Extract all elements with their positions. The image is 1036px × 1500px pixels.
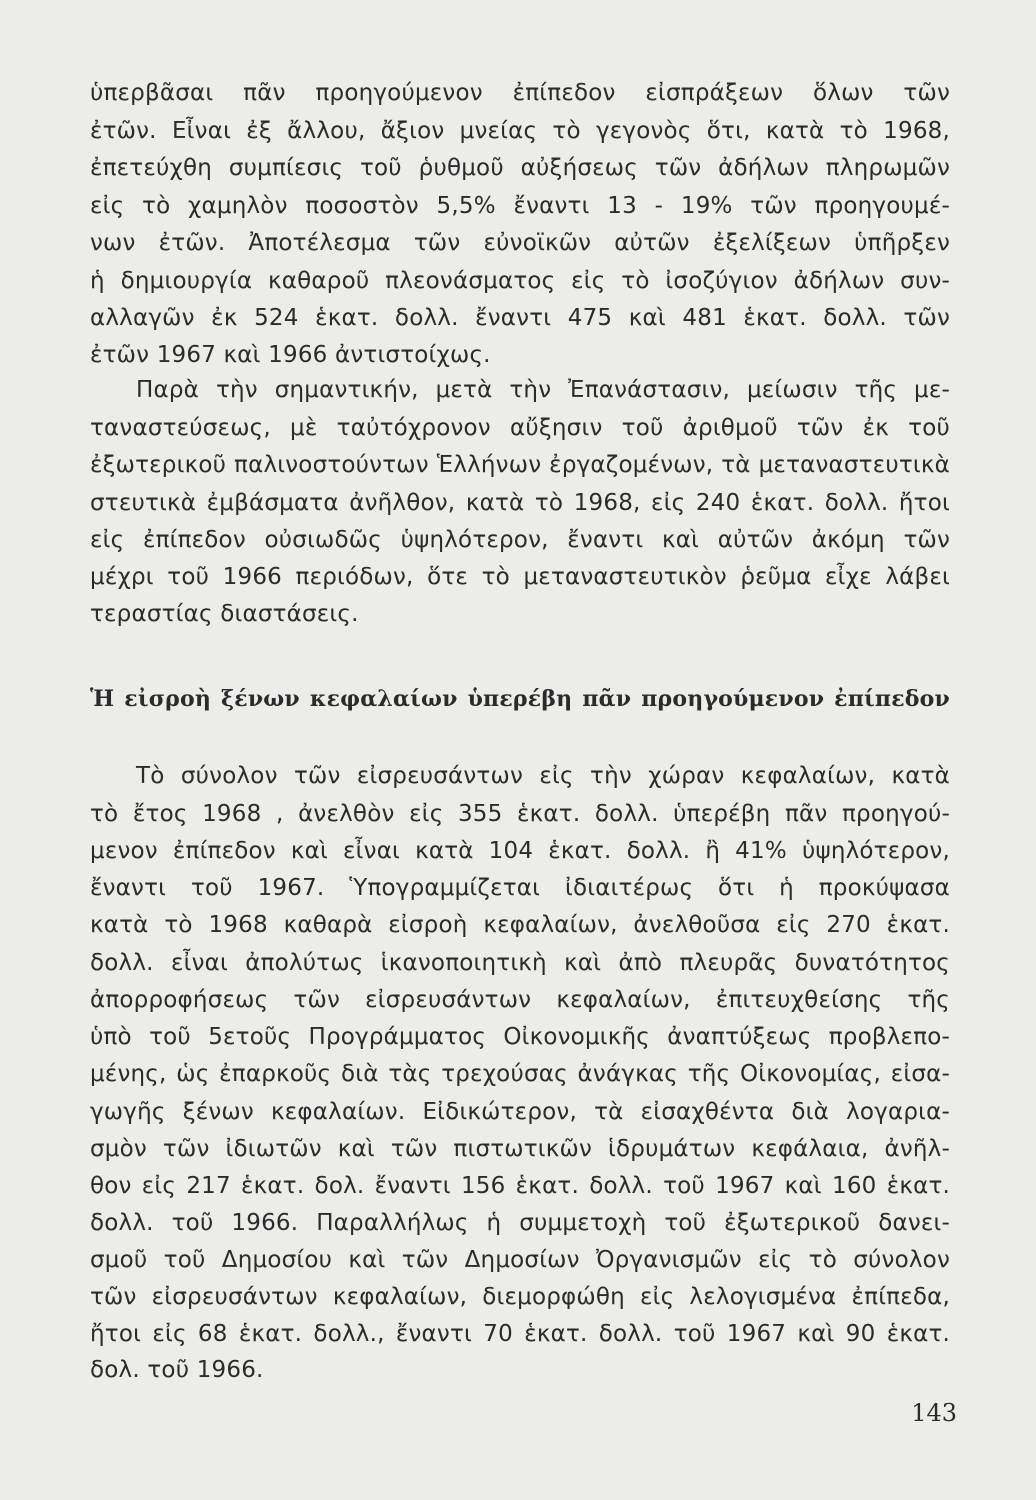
paragraph-line: Παρὰ τὴν σημαντικήν, μετὰ τὴν Ἐπανάστασιν, μείωσιν τῆς με- (136, 377, 950, 403)
paragraph-line: τῶν εἰσρευσάντων κεφαλαίων, διεμορφώθη εἰς λελογισμένα ἐπίπεδα, (90, 1284, 950, 1310)
paragraph-line: δολλ. τοῦ 1966. Παραλλήλως ἡ συμμετοχὴ τοῦ ἐξωτερικοῦ δανει- (90, 1210, 950, 1236)
paragraph-line: εἰς ἐπίπεδον οὐσιωδῶς ὑψηλότερον, ἔναντι καὶ αὐτῶν ἀκόμη τῶν (90, 527, 950, 553)
paragraph-line: κατὰ τὸ 1968 καθαρὰ εἰσροὴ κεφαλαίων, ἀνελθοῦσα εἰς 270 ἑκατ. (90, 912, 950, 938)
paragraph-line: αλλαγῶν ἐκ 524 ἑκατ. δολλ. ἔναντι 475 καὶ 481 ἑκατ. δολλ. τῶν (90, 305, 950, 331)
paragraph-line: θον εἰς 217 ἑκατ. δολ. ἔναντι 156 ἑκατ. δολλ. τοῦ 1967 καὶ 160 ἑκατ. (90, 1173, 950, 1199)
paragraph-line: εἰς τὸ χαμηλὸν ποσοστὸν 5,5% ἔναντι 13 - 19% τῶν προηγουμέ- (90, 193, 950, 219)
paragraph-line: γωγῆς ξένων κεφαλαίων. Εἰδικώτερον, τὰ εἰσαχθέντα διὰ λογαρια- (90, 1099, 950, 1125)
paragraph-line: νων ἐτῶν. Ἀποτέλεσμα τῶν εὐνοϊκῶν αὐτῶν ἐξελίξεων ὑπῆρξεν (90, 230, 950, 256)
paragraph-line: μέχρι τοῦ 1966 περιόδων, ὅτε τὸ μεταναστευτικὸν ῥεῦμα εἶχε λάβει (90, 564, 950, 590)
paragraph-line: ὑπὸ τοῦ 5ετοῦς Προγράμματος Οἰκονομικῆς ἀναπτύξεως προβλεπο- (90, 1024, 950, 1050)
section-heading: Ἡ εἰσροὴ ξένων κεφαλαίων ὑπερέβη πᾶν προηγούμενον ἐπίπεδον (90, 686, 950, 712)
paragraph-line: ἔναντι τοῦ 1967. Ὑπογραμμίζεται ἰδιαιτέρως ὅτι ἡ προκύψασα (90, 875, 950, 901)
paragraph-line: ἐξωτερικοῦ παλινοστούντων Ἑλλήνων ἐργαζομένων, τὰ μεταναστευτικὰ (90, 452, 950, 478)
paragraph-line: ἀπορροφήσεως τῶν εἰσρευσάντων κεφαλαίων, ἐπιτευχθείσης τῆς (90, 987, 950, 1013)
paragraph-line: σμοῦ τοῦ Δημοσίου καὶ τῶν Δημοσίων Ὀργανισμῶν εἰς τὸ σύνολον (90, 1247, 950, 1273)
paragraph-line: ἤτοι εἰς 68 ἑκατ. δολλ., ἔναντι 70 ἑκατ. δολλ. τοῦ 1967 καὶ 90 ἑκατ. (90, 1321, 950, 1347)
paragraph-line: Τὸ σύνολον τῶν εἰσρευσάντων εἰς τὴν χώραν κεφαλαίων, κατὰ (136, 763, 950, 789)
paragraph-line: ὑπερβᾶσαι πᾶν προηγούμενον ἐπίπεδον εἰσπράξεων ὅλων τῶν (90, 80, 950, 106)
paragraph-line: δολ. τοῦ 1966. (90, 1357, 264, 1383)
paragraph-line: ἐτῶν 1967 καὶ 1966 ἀντιστοίχως. (90, 342, 491, 368)
paragraph-line: μένης, ὡς ἐπαρκοῦς διὰ τὰς τρεχούσας ἀνάγκας τῆς Οἰκονομίας, εἰσα- (90, 1061, 950, 1087)
paragraph-line: ἐτῶν. Εἶναι ἐξ ἄλλου, ἄξιον μνείας τὸ γεγονὸς ὅτι, κατὰ τὸ 1968, (90, 118, 950, 144)
paragraph-line: μενον ἐπίπεδον καὶ εἶναι κατὰ 104 ἑκατ. δολλ. ἢ 41% ὑψηλότερον, (90, 838, 950, 864)
paragraph-line: ἐπετεύχθη συμπίεσις τοῦ ῥυθμοῦ αὐξήσεως τῶν ἀδήλων πληρωμῶν (90, 155, 950, 181)
page-number: 143 (911, 1399, 957, 1427)
paragraph-line: τὸ ἔτος 1968 , ἀνελθὸν εἰς 355 ἑκατ. δολλ. ὑπερέβη πᾶν προηγού- (90, 801, 950, 827)
paragraph-line: στευτικὰ ἐμβάσματα ἀνῆλθον, κατὰ τὸ 1968, εἰς 240 ἑκατ. δολλ. ἤτοι (90, 490, 950, 516)
paragraph-line: ἡ δημιουργία καθαροῦ πλεονάσματος εἰς τὸ ἰσοζύγιον ἀδήλων συν- (90, 268, 950, 294)
paragraph-line: ταναστεύσεως, μὲ ταὐτόχρονον αὔξησιν τοῦ ἀριθμοῦ τῶν ἐκ τοῦ (90, 415, 950, 441)
paragraph-line: τεραστίας διαστάσεις. (90, 601, 359, 627)
paragraph-line: δολλ. εἶναι ἀπολύτως ἱκανοποιητικὴ καὶ ἀπὸ πλευρᾶς δυνατότητος (90, 950, 950, 976)
paragraph-line: σμὸν τῶν ἰδιωτῶν καὶ τῶν πιστωτικῶν ἱδρυμάτων κεφάλαια, ἀνῆλ- (90, 1136, 950, 1162)
